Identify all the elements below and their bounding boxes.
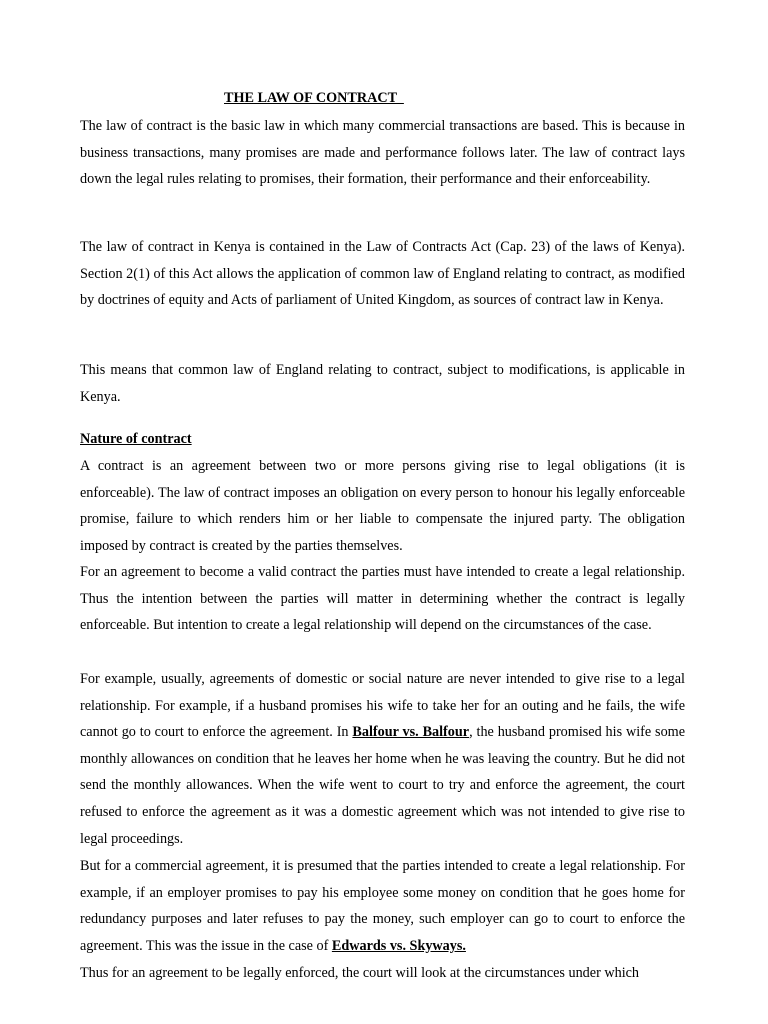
domestic-agreement-paragraph [80,666,685,852]
document-title: THE LAW OF CONTRACT [224,90,404,106]
domestic-text-after: , the husband promised his wife some monthly allowances on condition that he leaves her home when he was leaving the country. But he did not send the monthly allowances. When the wife went to court to try and enforce the agreement, the court refused to enforce the agreement as it was a domestic agreement which was not intended to give rise to legal proceedings. [80,724,686,847]
intro-paragraph-3: This means that common law of England relating to contract, subject to modifications, is applicable in Kenya. [80,362,685,405]
intro-paragraph-1: The law of contract is the basic law in which many commercial transactions are based. This is because in business transactions, many promises are made and performance follows later. The law of contract lays down the legal rules relating to promises, their formation, their performance and their enforceability. [80,118,685,188]
nature-paragraph-2: For an agreement to become a valid contract the parties must have intended to create a legal relationship. Thus the intention between the parties will matter in determining whether the contract is legally enforceable. But intention to create a legal relationship will depend on the circumstances of the case. [80,564,685,634]
commercial-agreement-paragraph [80,853,685,959]
final-paragraph: Thus for an agreement to be legally enforced, the court will look at the circumstances under which [80,965,640,981]
intro-paragraph-2: The law of contract in Kenya is contained in the Law of Contracts Act (Cap. 23) of the laws of Kenya). Section 2(1) of this Act allows the application of common law of England relating to contract, as modified by doctrines of equity and Acts of parliament of United Kingdom, as sources of contract law in Kenya. [80,239,685,309]
domestic-text-before: For example, usually, agreements of domestic or social nature are never intended to give rise to a legal relationship. For example, if a husband promises his wife to take her for an outing and he fails, the wife cannot go to court to enforce the agreement. In [80,671,685,741]
nature-paragraph-1: A contract is an agreement between two or more persons giving rise to legal obligations (it is enforceable). The law of contract imposes an obligation on every person to honour his legally enforceable promise, failure to which renders him or her liable to compensate the injured party. The obligation imposed by contract is created by the parties themselves. [80,458,685,554]
section-heading-nature-of-contract: Nature of contract [80,431,192,447]
commercial-text-before: But for a commercial agreement, it is presumed that the parties intended to create a legal relationship. For example, if an employer promises to pay his employee some money on condition that he goes home for redundancy purposes and later refuses to pay the money, such employer can go to court to enforce the agreement. This was the issue in the case of [80,858,685,954]
case-reference-edwards: Edwards vs. Skyways. [331,937,466,954]
case-reference-balfour: Balfour vs. Balfour [352,724,470,741]
